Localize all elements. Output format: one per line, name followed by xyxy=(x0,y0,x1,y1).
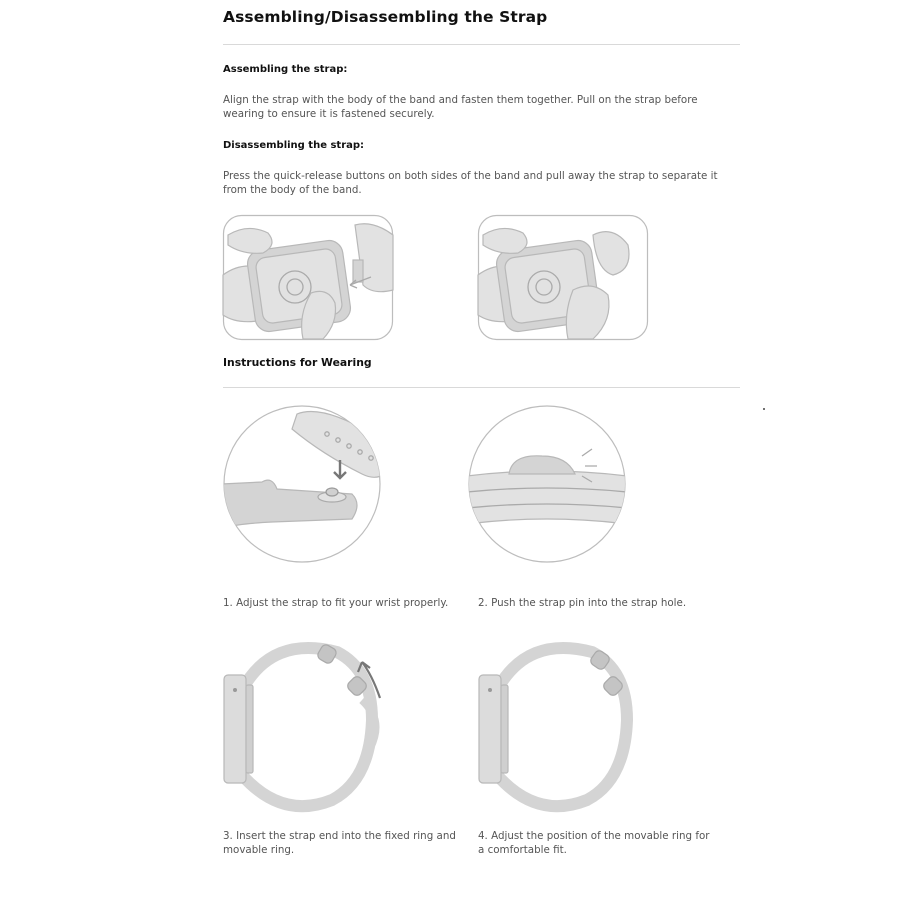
step1-caption: 1. Adjust the strap to fit your wrist properly. xyxy=(223,597,449,609)
step4-caption: 4. Adjust the position of the movable ring for a comfortable fit. xyxy=(478,830,710,856)
quick-release-illustration xyxy=(478,215,648,340)
disassembling-heading: Disassembling the strap: xyxy=(223,140,365,151)
step3-caption: 3. Insert the strap end into the fixed ring and movable ring. xyxy=(223,830,456,856)
step4-illustration xyxy=(477,640,652,815)
disassembling-text: Press the quick-release buttons on both sides of the band and pull away the strap to separate it from the body of the band. xyxy=(223,170,718,196)
wearing-divider xyxy=(223,387,740,388)
step2-illustration xyxy=(467,404,627,564)
assembling-text: Align the strap with the body of the band and fasten them together. Pull on the strap before wearing to ensure it is fastened securely. xyxy=(223,94,698,120)
assembling-heading: Assembling the strap: xyxy=(223,64,348,75)
page-title: Assembling/Disassembling the Strap xyxy=(223,8,548,26)
step1-illustration xyxy=(222,404,382,564)
strap-removal-illustration xyxy=(223,215,393,340)
step3-illustration xyxy=(222,640,397,815)
wearing-heading: Instructions for Wearing xyxy=(223,356,372,369)
title-divider xyxy=(223,44,740,45)
step2-caption: 2. Push the strap pin into the strap hole. xyxy=(478,597,687,609)
stray-dot xyxy=(763,408,765,410)
